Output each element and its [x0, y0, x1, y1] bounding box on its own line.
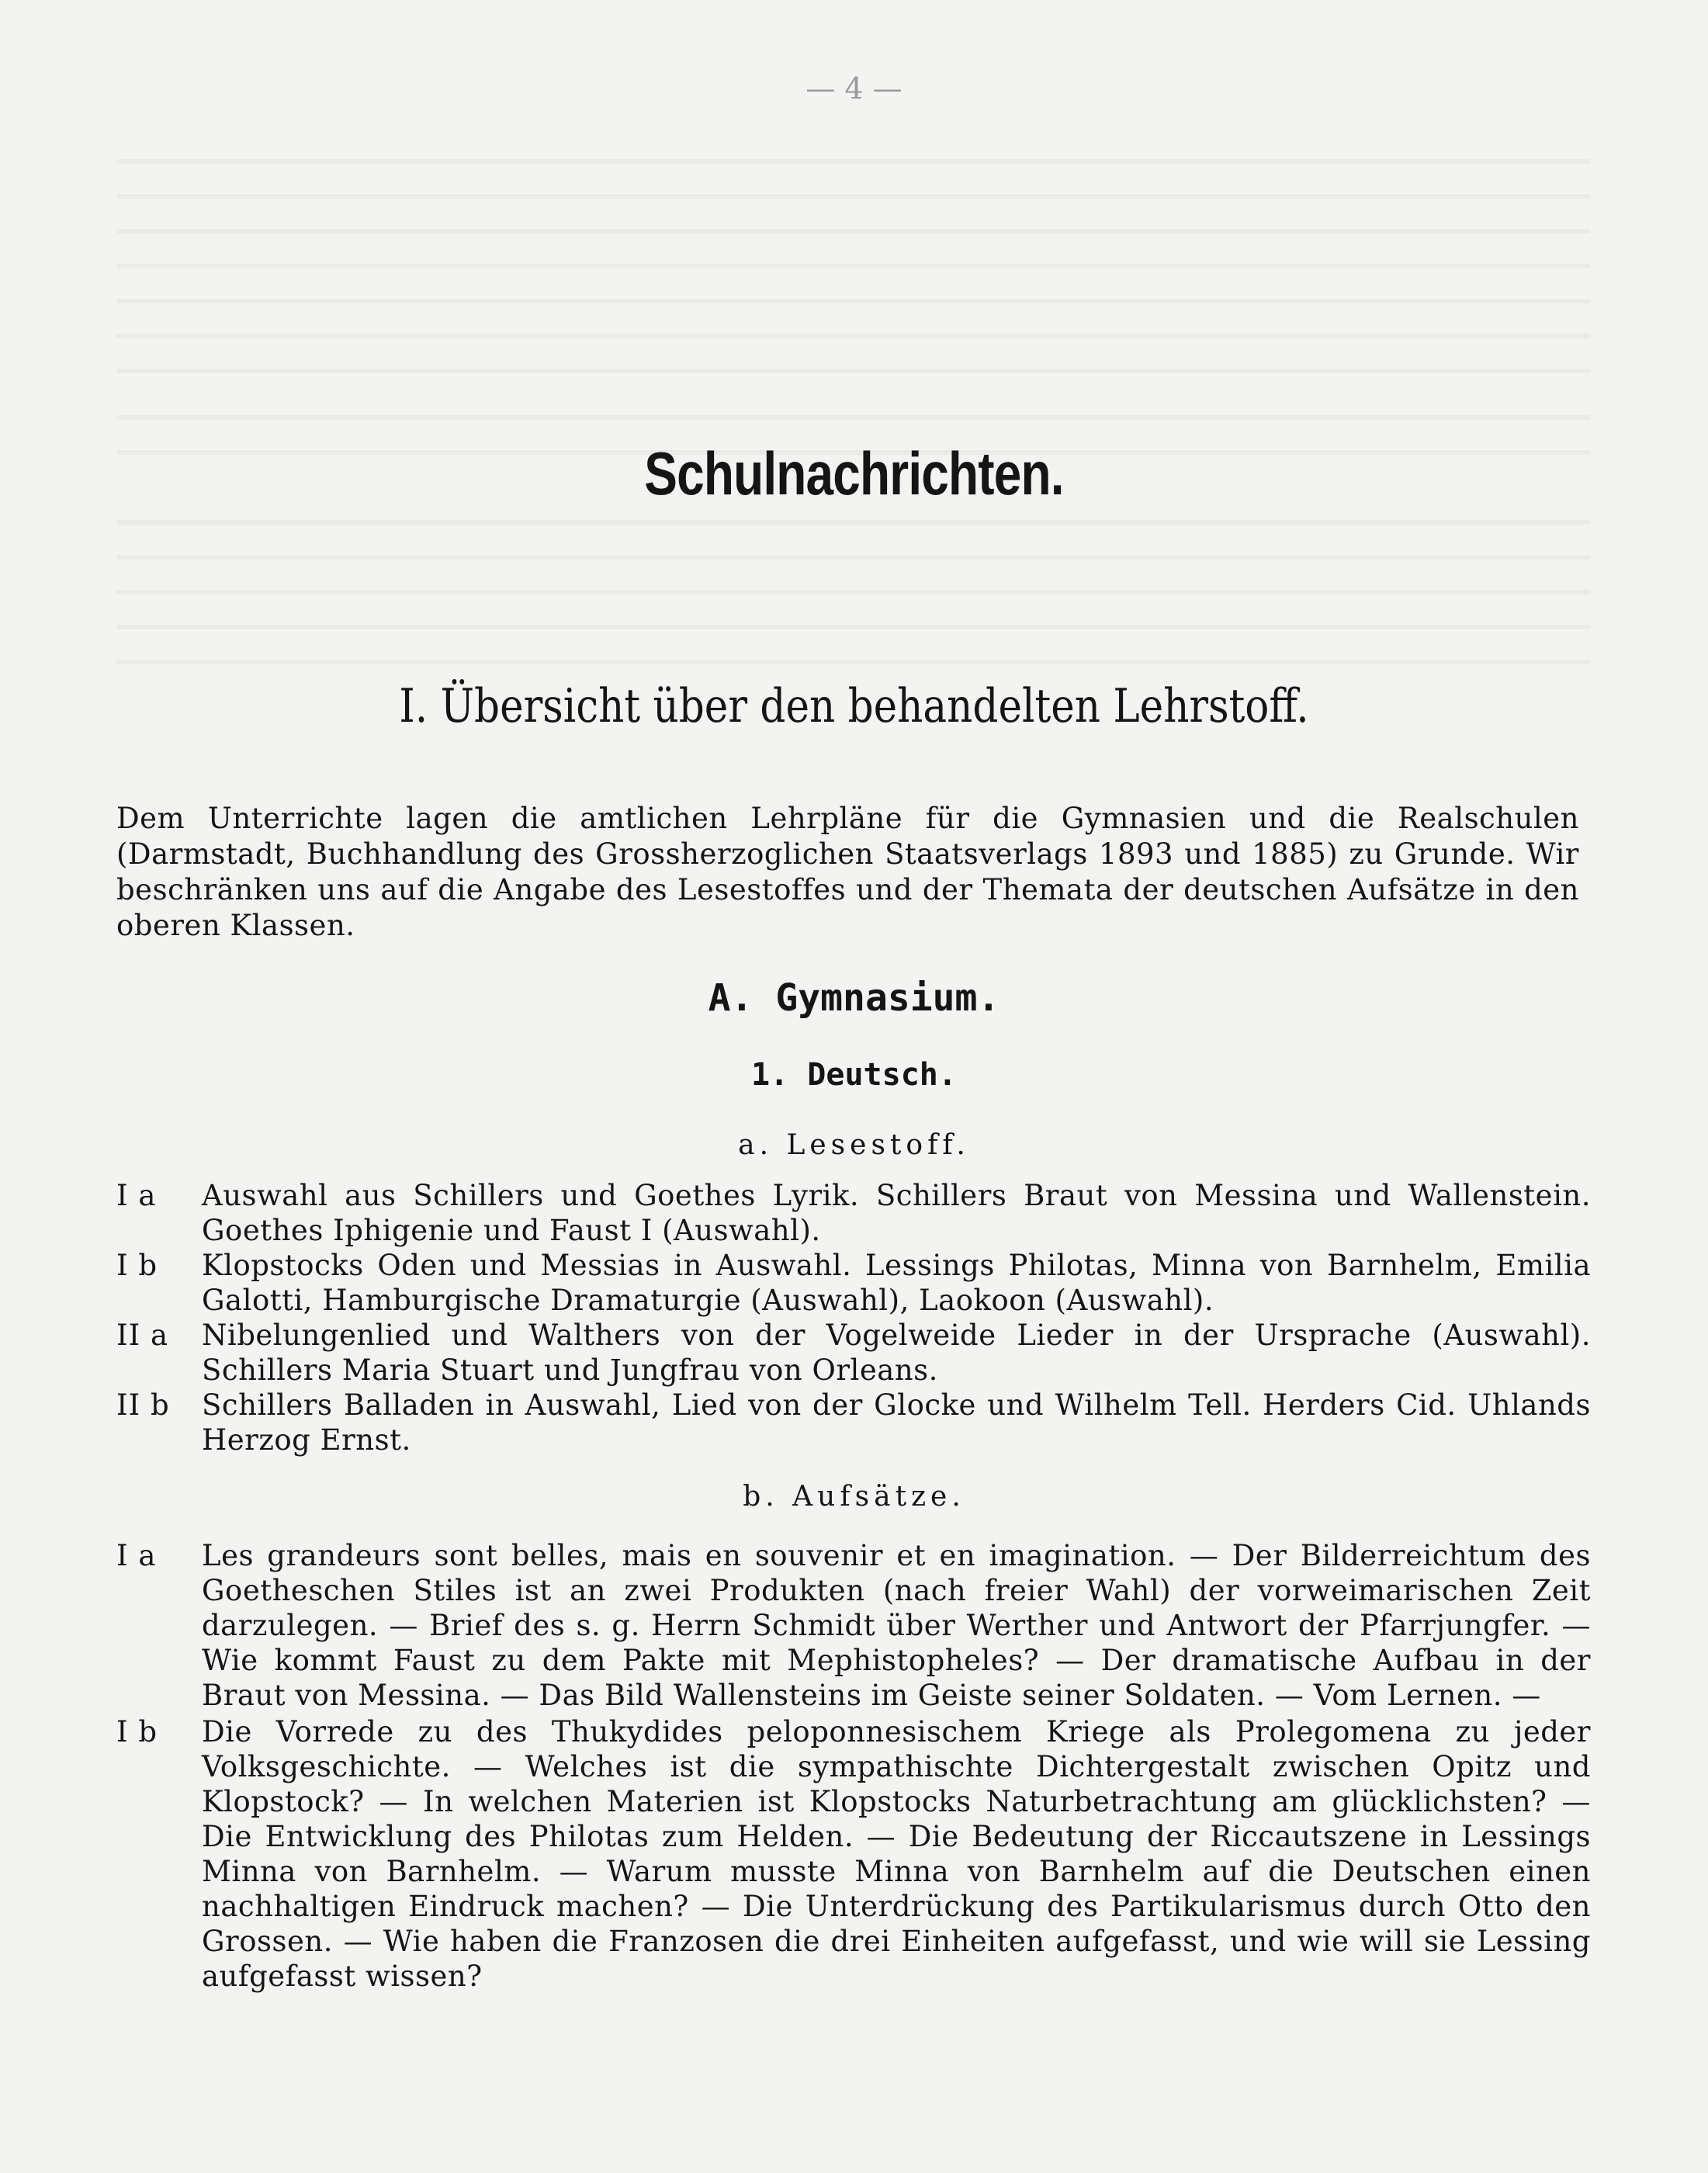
bleed-through	[116, 590, 1591, 594]
reading-list	[116, 1178, 1591, 1457]
bleed-through	[116, 159, 1591, 164]
class-label: I b	[116, 1715, 158, 1748]
entry-text: Klopstocks Oden und Messias in Auswahl. Lessings Philotas, Minna von Barnhelm, Emilia Galotti, Hamburgische Dramaturgie (Auswahl), Laokoon (Auswahl).	[202, 1249, 1591, 1317]
intro-paragraph: Dem Unterrichte lagen die amtlichen Lehrpläne für die Gymnasien und die Realschulen (Darmstadt, Buchhandlung des Grossherzoglichen Staatsverlags 1893 und 1885) zu Grunde. Wir beschränken uns auf die Angabe des Lesestoffes und der Themata der deutschen Aufsätze in den oberen Klassen.	[116, 802, 1579, 942]
bleed-through	[116, 415, 1591, 420]
subject-heading: 1. Deutsch.	[751, 1057, 957, 1093]
class-label: II b	[116, 1388, 170, 1422]
bleed-through	[116, 299, 1591, 303]
section-heading: I. Übersicht über den behandelten Lehrstoff.	[399, 679, 1309, 733]
entry-text: Schillers Balladen in Auswahl, Lied von der Glocke und Wilhelm Tell. Herders Cid. Uhlands Herzog Ernst.	[202, 1388, 1591, 1457]
class-label: II a	[116, 1319, 169, 1352]
bleed-through	[116, 625, 1591, 629]
entry-text: Die Vorrede zu des Thukydides peloponnesischem Kriege als Prolegomena zu jeder Volksgeschichte. — Welches ist die sympathischte Dichtergestalt zwischen Opitz und Klopstock? — In welchen Materien ist Klopstocks Naturbetrachtung am glücklichsten? — Die Entwicklung des Philotas zum Helden. — Die Bedeutung der Riccautszene in Lessings Minna von Barnhelm. — Warum musste Minna von Barnhelm auf die Deutschen einen nachhaltigen Eindruck machen? — Die Unterdrückung des Partikularismus durch Otto den Grossen. — Wie haben die Franzosen die drei Einheiten aufgefasst, und wie will sie Lessing aufgefasst wissen?	[202, 1715, 1591, 1993]
list-item	[116, 1714, 1591, 1994]
list-item	[116, 1318, 1591, 1388]
class-label: I b	[116, 1249, 158, 1282]
class-label: I a	[116, 1539, 157, 1572]
school-heading: A. Gymnasium.	[708, 976, 1000, 1020]
class-label: I a	[116, 1179, 157, 1212]
page-title: Schulnachrichten.	[644, 439, 1064, 508]
entry-text: Auswahl aus Schillers und Goethes Lyrik. Schillers Braut von Messina und Wallenstein. Goethes Iphigenie und Faust I (Auswahl).	[202, 1179, 1591, 1247]
page-number: — 4 —	[805, 71, 903, 106]
bleed-through	[116, 555, 1591, 560]
bleed-through	[116, 369, 1591, 373]
essays-heading: b. Aufsätze.	[743, 1481, 965, 1513]
list-item	[116, 1178, 1591, 1248]
entry-text: Les grandeurs sont belles, mais en souvenir et en imagination. — Der Bilderreichtum des Goetheschen Stiles ist an zwei Produkten (nach freier Wahl) der vorweimarischen Zeit darzulegen. — Brief des s. g. Herrn Schmidt über Werther und Antwort der Pfarrjungfer. — Wie kommt Faust zu dem Pakte mit Mephistopheles? — Der dramatische Aufbau in der Braut von Messina. — Das Bild Wallensteins im Geiste seiner Soldaten. — Vom Lernen. —	[202, 1539, 1591, 1712]
list-item	[116, 1388, 1591, 1457]
entry-text: Nibelungenlied und Walthers von der Vogelweide Lieder in der Ursprache (Auswahl). Schillers Maria Stuart und Jungfrau von Orleans.	[202, 1319, 1591, 1387]
bleed-through	[116, 194, 1591, 199]
list-item	[116, 1248, 1591, 1318]
bleed-through	[116, 520, 1591, 525]
reading-heading: a. Lesestoff.	[738, 1129, 970, 1161]
bleed-through	[116, 229, 1591, 234]
bleed-through	[116, 334, 1591, 338]
list-item	[116, 1538, 1591, 1713]
bleed-through	[116, 264, 1591, 269]
bleed-through	[116, 660, 1591, 664]
essays-list	[116, 1538, 1591, 1994]
